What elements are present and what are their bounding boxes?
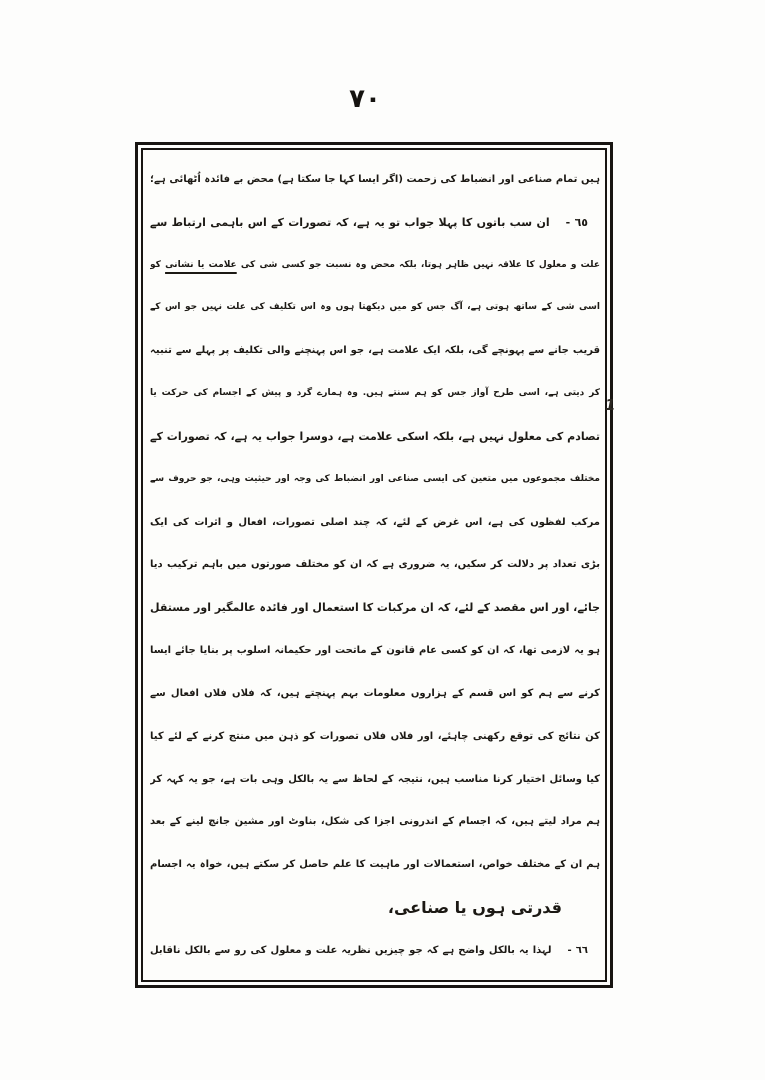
text-line-paragraph-66 bbox=[150, 930, 600, 971]
text-line: جائے، اور اس مقصد کے لئے، کہ ان مرکبات کا استعمال اور فائدہ عالمگیر اور مستقل bbox=[150, 601, 600, 615]
underlined-phrase: علامت یا نشانی bbox=[165, 259, 237, 270]
text-line: کن نتائج کی توقع رکھنی چاہئے، اور فلاں فلاں تصورات کو ذہن میں منتج کرنے کے لئے کیا bbox=[150, 730, 600, 742]
text-line bbox=[150, 245, 600, 286]
text-line: ہیں تمام صناعی اور انضباط کی زحمت (اگر ایسا کہا جا سکتا ہے) محض بے فائدہ اُٹھائی ہے؛ bbox=[150, 174, 600, 185]
text-line: کیا وسائل اختیار کرنا مناسب ہیں، نتیجہ کے لحاظ سے یہ بالکل وہی بات ہے، جو یہ کہہ کر bbox=[150, 773, 600, 785]
text-line: مختلف مجموعوں میں متعین کی ایسی صناعی اور انضباط کی وجہ اور حیثیت وہی، جو حروف سے bbox=[150, 473, 600, 484]
text-line: ہم ان کے مختلف خواص، استعمالات اور ماہیت کا علم حاصل کر سکتے ہیں، خواہ یہ اجسام bbox=[150, 859, 600, 871]
text-line-content: لہذا یہ بالکل واضح ہے کہ جو چیزیں نظریہ علت و معلول کی رو سے بالکل ناقابل bbox=[150, 944, 552, 956]
text-line: کر دیتی ہے، اسی طرح آواز جس کو ہم سنتے ہیں. وہ ہمارے گرد و پیش کے اجسام کی حرکت یا bbox=[150, 388, 600, 399]
text-line: قریب جانے سے پہونچے گی، بلکہ ایک علامت ہے، جو اس پہنچنے والی تکلیف پر پہلے سے تنبیہ bbox=[150, 345, 600, 357]
text-line: ہم مراد لیتے ہیں، کہ اجسام کے اندرونی اجزا کی شکل، بناوٹ اور مشین جانچ لینے کے بعد bbox=[150, 816, 600, 828]
page-number: ٧٠ bbox=[349, 84, 381, 114]
text-line: بڑی تعداد پر دلالت کر سکیں، یہ ضروری ہے کہ ان کو مختلف صورتوں میں باہم ترکیب دیا bbox=[150, 559, 600, 571]
text-line-content: علت و معلول کا علاقہ نہیں ظاہر ہوتا، بلکہ محض وہ نسبت جو کسی شی کی bbox=[236, 259, 600, 270]
text-line: تصادم کی معلول نہیں ہے، بلکہ اسکی علامت ہے، دوسرا جواب یہ ہے، کہ تصورات کے bbox=[150, 429, 600, 443]
text-line-paragraph-65 bbox=[150, 202, 600, 243]
text-line-content: کو bbox=[150, 259, 166, 270]
text-line-content: ان سب باتوں کا پہلا جواب تو یہ ہے، کہ تصورات کے اس باہمی ارتباط سے bbox=[150, 215, 550, 229]
text-line: ہو یہ لازمی تھا، کہ ان کو کسی عام قانون کے ماتحت اور حکیمانہ اسلوب پر بنایا جائے ایسا bbox=[150, 645, 600, 657]
paragraph-number: ٦٦ - bbox=[567, 944, 589, 956]
text-border-frame bbox=[135, 142, 616, 988]
text-line: کرنے سے ہم کو اس قسم کے ہزاروں معلومات بہم پہنچتے ہیں، کہ فلاں فلاں افعال سے bbox=[150, 687, 600, 699]
text-line: اسی شی کے ساتھ ہوتی ہے، آگ جس کو میں دیکھتا ہوں وہ اس تکلیف کی علت نہیں جو اس کے bbox=[150, 302, 600, 313]
margin-annotation-mark: 1 bbox=[605, 396, 616, 414]
text-line-paragraph-end: قدرتی ہوں یا صناعی، bbox=[387, 898, 562, 918]
text-block bbox=[141, 148, 607, 982]
paragraph-number: ٦٥ - bbox=[565, 215, 588, 229]
text-line: مرکب لفظوں کی ہے، اس غرض کے لئے، کہ چند اصلی تصورات، افعال و اثرات کی ایک bbox=[150, 516, 600, 528]
